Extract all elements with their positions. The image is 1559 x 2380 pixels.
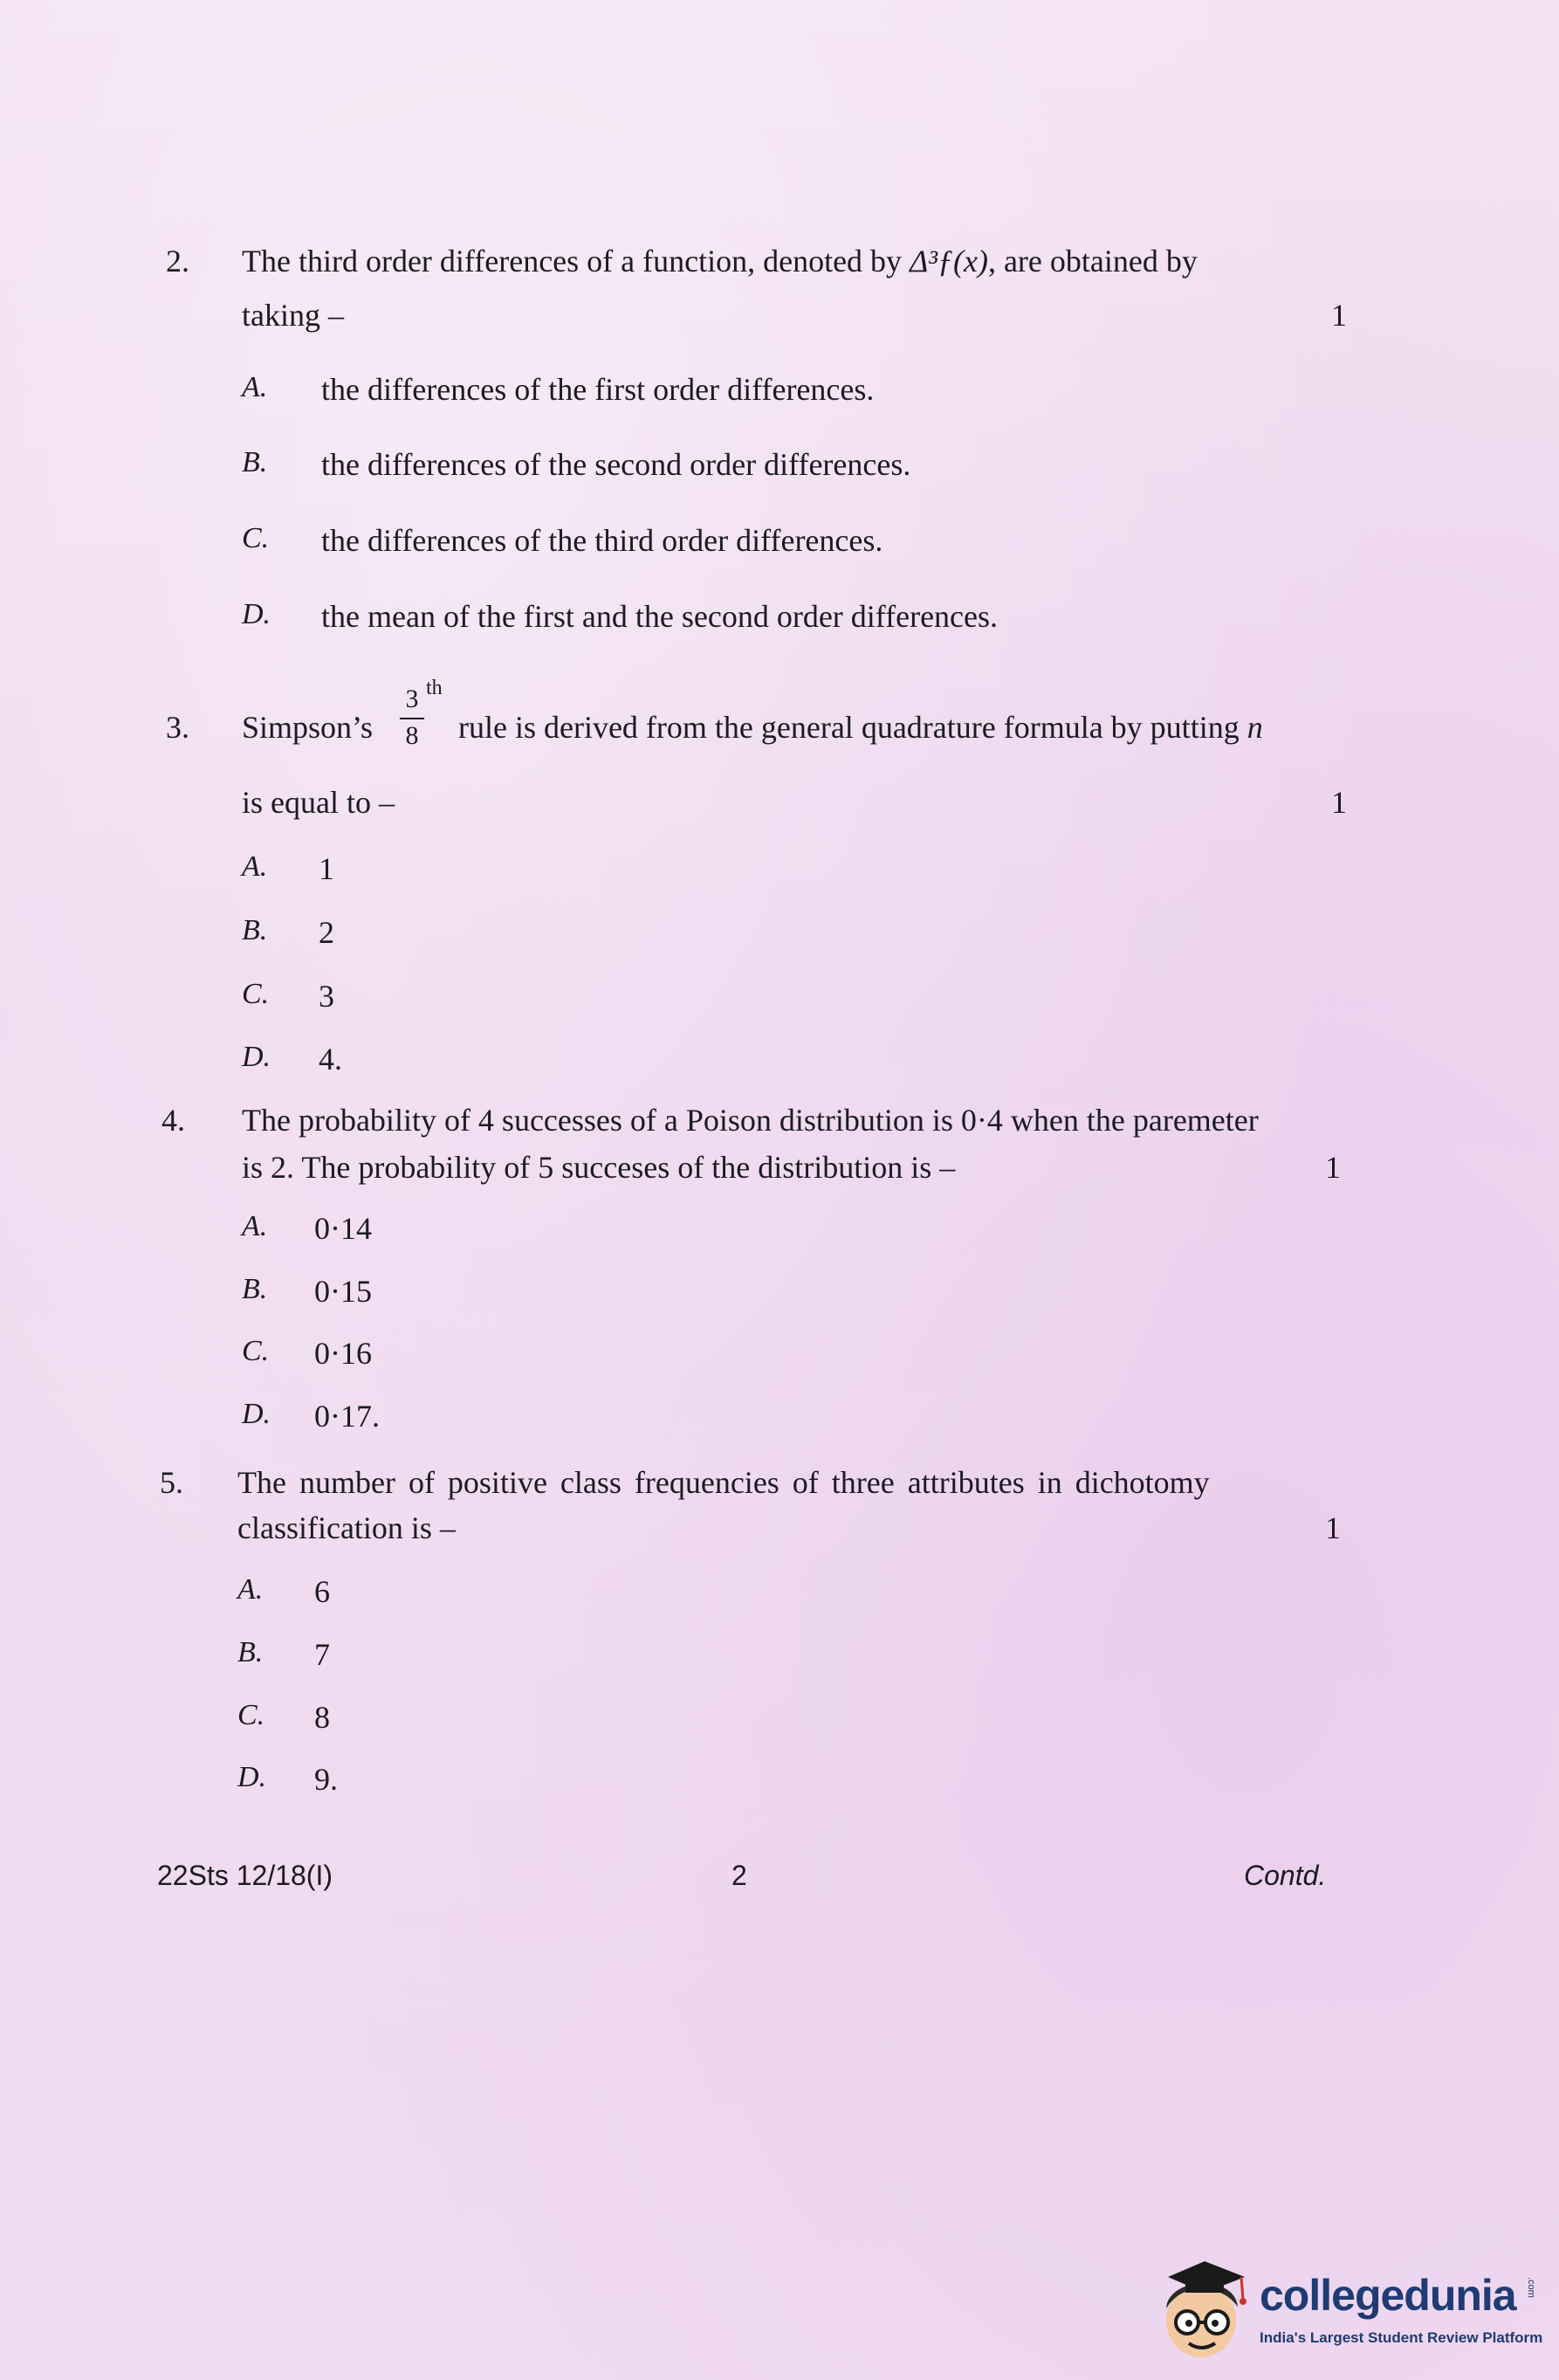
q4-text-line1: The probability of 4 successes of a Poison distribution is 0·4 when the paremeter [242,1103,1259,1138]
q4-option-a-letter: A. [242,1210,268,1242]
footer-page-number: 2 [731,1860,747,1891]
q3-fraction-bar [400,718,424,719]
q3-fraction-superscript: th [426,677,443,699]
q2-option-d-letter: D. [242,598,271,630]
q5-option-b-text: 7 [314,1637,330,1672]
q5-option-c-text: 8 [314,1700,330,1735]
q2-option-c-text: the differences of the third order differences. [321,523,883,558]
q2-option-a-text: the differences of the first order differences. [321,372,875,407]
q5-option-a-letter: A. [237,1573,264,1606]
q4-option-a-text: 0·14 [314,1211,372,1246]
logo-domain-suffix: .com [1526,2277,1536,2298]
q5-option-d-text: 9. [314,1762,338,1797]
student-mascot-icon [1150,2258,1253,2363]
q2-math: Δ³ƒ(x) [910,244,988,279]
q3-option-d-text: 4. [319,1042,342,1077]
q3-option-c-letter: C. [242,978,270,1010]
q3-fraction-numerator: 3 [405,684,419,713]
q5-option-c-letter: C. [237,1699,265,1731]
q3-variable-n: n [1247,710,1263,745]
q4-option-b-letter: B. [242,1273,268,1305]
q3-text-line1: rule is derived from the general quadrature formula by putting n [458,710,1263,745]
q5-option-d-letter: D. [237,1761,267,1793]
q2-marks: 1 [1331,298,1347,333]
q2-text-line2: taking – [242,298,344,333]
q4-marks: 1 [1325,1150,1341,1185]
q3-text-prefix: Simpson’s [242,710,374,745]
q3-number: 3. [166,710,189,745]
q5-option-a-text: 6 [314,1574,330,1609]
q4-option-d-letter: D. [242,1398,271,1430]
q3-text-line2: is equal to – [242,785,395,820]
q2-text-line1: The third order differences of a function, denoted by Δ³ƒ(x), are obtained by [242,244,1198,279]
q5-option-b-letter: B. [237,1636,264,1668]
q2-option-c-letter: C. [242,522,270,554]
q3-option-b-text: 2 [319,915,334,950]
q5-marks: 1 [1325,1510,1341,1545]
q3-option-a-letter: A. [242,850,268,883]
q4-number: 4. [161,1103,185,1138]
logo-wordmark: collegedunia [1260,2271,1516,2320]
footer-contd: Contd. [1244,1860,1327,1891]
q2-option-b-letter: B. [242,446,268,478]
logo-tagline: India's Largest Student Review Platform [1260,2329,1543,2346]
q5-number: 5. [160,1465,183,1500]
q5-text-line2: classification is – [237,1510,456,1545]
q4-text-line2: is 2. The probability of 5 succeses of the distribution is – [242,1150,956,1185]
collegedunia-logo[interactable] [1150,2258,1559,2363]
q2-option-d-text: the mean of the first and the second order differences. [321,599,999,634]
q4-option-c-letter: C. [242,1335,270,1367]
q2-number: 2. [166,244,189,279]
q5-text-line1: The number of positive class frequencies of three attributes in dichotomy [237,1465,1210,1500]
q3-option-a-text: 1 [319,851,334,886]
q4-option-c-text: 0·16 [314,1336,372,1371]
q4-option-b-text: 0·15 [314,1274,372,1309]
q3-option-b-letter: B. [242,914,268,946]
q4-option-d-text: 0·17. [314,1399,380,1434]
q3-option-d-letter: D. [242,1041,271,1073]
q3-marks: 1 [1331,785,1347,820]
q3-option-c-text: 3 [319,979,334,1014]
q2-option-b-text: the differences of the second order differences. [321,447,911,482]
footer-paper-code: 22Sts 12/18(I) [157,1860,333,1891]
q2-option-a-letter: A. [242,371,268,403]
q3-fraction-denominator: 8 [405,721,419,750]
